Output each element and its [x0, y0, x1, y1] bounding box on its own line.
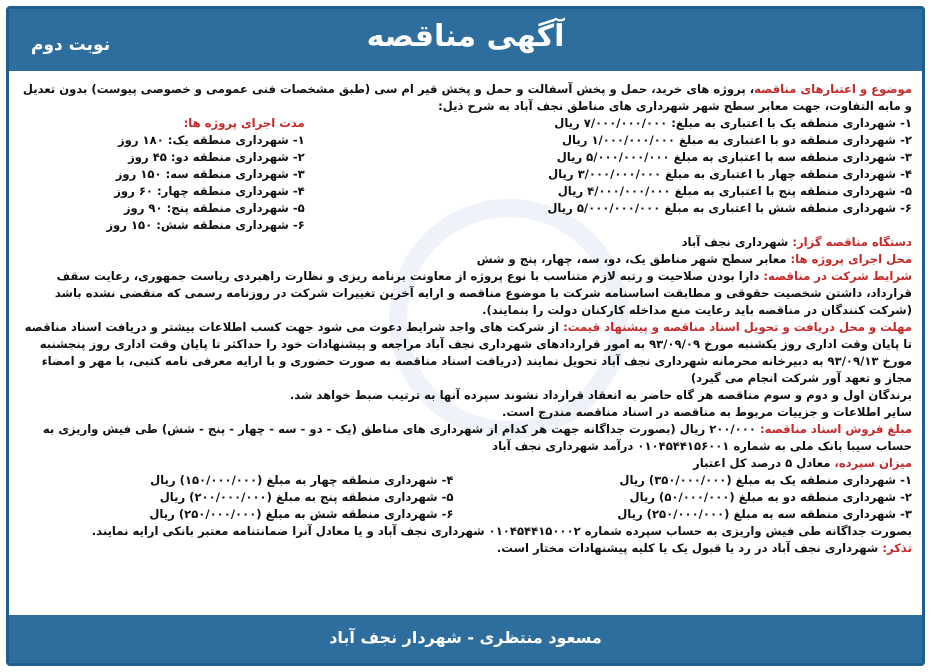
signature: مسعود منتظری - شهردار نجف آباد — [329, 628, 602, 647]
subject-text: ، پروژه های خرید، حمل و پخش آسفالت و حمل و پخش قیر ام سی (طبق مشخصات فنی عمومی و خصوصی پیوست) بدون تعدیل و مابه التفاوت، جهت معابر سطح شهر شهرداری های مناطق نجف آباد به شرح ذیل: — [22, 82, 912, 113]
durations-label: مدت اجرای پروژه ها: — [183, 116, 305, 130]
notice-label: تذکر: — [882, 541, 912, 555]
deadline-note-2: سایر اطلاعات و جزییات مربوط به مناقصه در اسناد مناقصه مندرج است. — [502, 405, 912, 419]
credit-item: ۶- شهرداری منطقه شش با اعتباری به مبلغ ۵/۰۰۰/۰۰۰/۰۰۰ ریال — [547, 201, 912, 215]
fee-text: ۲۰۰/۰۰۰ ریال (بصورت جداگانه جهت هر کدام از شهرداری های مناطق (یک - دو - سه - چهار - پنج - شش) طی فیش واریزی به حساب سیبا بانک ملی به شماره ۰۱۰۴۵۴۴۱۵۶۰۰۱ درآمد شهرداری نجف آباد — [42, 422, 912, 453]
deposit-text: معادل ۵ درصد کل اعتبار — [693, 456, 835, 470]
organizer-line — [19, 234, 912, 251]
deposit-label: میزان سپرده، — [834, 456, 912, 470]
duration-item: ۵- شهرداری منطقه پنج: ۹۰ روز — [123, 201, 305, 215]
credit-item: ۵- شهرداری منطقه پنج با اعتباری به مبلغ ۴/۰۰۰/۰۰۰/۰۰۰ ریال — [557, 184, 912, 198]
deposit-item: ۴- شهرداری منطقه چهار به مبلغ (۱۵۰/۰۰۰/۰۰۰) ریال — [150, 473, 454, 487]
duration-item: ۱- شهرداری منطقه یک: ۱۸۰ روز — [117, 133, 305, 147]
deadline-note-1: برندگان اول و دوم و سوم مناقصه هر گاه حاضر به انعقاد قرارداد نشوند سپرده آنها به ترتیب ضبط خواهد شد. — [289, 388, 912, 402]
deposit-item: ۳- شهرداری منطقه سه به مبلغ (۲۵۰/۰۰۰/۰۰۰) ریال — [617, 507, 912, 521]
duration-item: ۳- شهرداری منطقه سه: ۱۵۰ روز — [115, 167, 305, 181]
round-badge: نوبت دوم — [31, 35, 111, 55]
duration-item: ۴- شهرداری منطقه چهار: ۶۰ روز — [114, 184, 305, 198]
credit-item: ۲- شهرداری منطقه دو با اعتباری به مبلغ ۱/۰۰۰/۰۰۰/۰۰۰ ریال — [561, 133, 912, 147]
fee-paragraph — [19, 421, 912, 455]
organizer-label: دستگاه مناقصه گزار: — [792, 235, 912, 249]
deposit-grid — [19, 472, 912, 523]
ad-frame — [6, 6, 925, 666]
credits-and-durations — [19, 115, 912, 234]
credit-item: ۴- شهرداری منطقه چهار با اعتباری به مبلغ ۳/۰۰۰/۰۰۰/۰۰۰ ریال — [548, 167, 912, 181]
deposit-line — [19, 455, 912, 472]
duration-item: ۲- شهرداری منطقه دو: ۴۵ روز — [128, 150, 305, 164]
location-text: معابر سطح شهر مناطق یک، دو، سه، چهار، پنج و شش — [476, 252, 791, 266]
conditions-label: شرایط شرکت در مناقصه: — [763, 269, 912, 283]
location-label: محل اجرای پروژه ها: — [790, 252, 912, 266]
conditions-text: دارا بودن صلاحیت و رتبه لازم متناسب با نوع پروژه از معاونت برنامه ریزی و نظارت راهبردی ریاست جمهوری، رعایت سقف قرارداد، داشتن شخصیت حقوقی و مطابقت اساسنامه شرکت با موضوع مناقصه و ارایه آخرین تغییرات شرکت در روزنامه رسمی که منقضی نشده باشد (شرکت کنندگان در مناقصه باید رعایت منع مداخله کارکنان دولت را بنمایند). — [54, 269, 912, 317]
subject-label: موضوع و اعتبارهای مناقصه — [754, 82, 912, 96]
deposit-footer: بصورت جداگانه طی فیش واریزی به حساب سپرده شماره ۰۱۰۴۵۴۴۱۵۰۰۰۲ شهرداری نجف آباد و یا معادل آنرا ضمانتنامه معتبر بانکی ارایه نمایند. — [91, 524, 912, 538]
ad-title: آگهی مناقصه — [366, 19, 565, 54]
notice-line — [19, 540, 912, 557]
deposit-item: ۱- شهرداری منطقه یک به مبلغ (۳۵۰/۰۰۰/۰۰۰) ریال — [619, 473, 912, 487]
fee-label: مبلغ فروش اسناد مناقصه: — [759, 422, 912, 436]
location-line — [19, 251, 912, 268]
deposit-item: ۲- شهرداری منطقه دو به مبلغ (۵۰/۰۰۰/۰۰۰) ریال — [629, 490, 912, 504]
deadline-label: مهلت و محل دریافت و تحویل اسناد مناقصه و پیشنهاد قیمت: — [563, 320, 912, 334]
duration-item: ۶- شهرداری منطقه شش: ۱۵۰ روز — [106, 218, 305, 232]
deposit-item: ۶- شهرداری منطقه شش به مبلغ (۲۵۰/۰۰۰/۰۰۰) ریال — [149, 507, 454, 521]
footer-bar — [9, 615, 922, 663]
deadline-text: از شرکت های واجد شرایط دعوت می شود جهت کسب اطلاعات بیشتر و دریافت اسناد مناقصه تا پایان وقت اداری روز یکشنبه مورخ ۹۳/۰۹/۰۹ به امور قراردادهای شهرداری نجف آباد مراجعه و پیشنهادات خود را حداکثر تا پایان وقت اداری روز پنجشنبه مورخ ۹۳/۰۹/۱۳ به دبیرخانه محرمانه شهرداری نجف آباد تحویل نمایند (دریافت اسناد مناقصه به صورت حضوری و با ارایه معرفی نامه کتبی، با مهر و امضاء مجاز و تعهد آور شرکت انجام می گیرد) — [24, 320, 912, 385]
credits-list — [323, 115, 912, 234]
ad-body — [19, 81, 912, 605]
notice-text: شهرداری نجف آباد در رد یا قبول یک یا کلیه پیشنهادات مختار است. — [496, 541, 883, 555]
conditions-paragraph — [19, 268, 912, 319]
header-bar — [9, 9, 922, 71]
durations-list — [19, 115, 305, 234]
deposit-item: ۵- شهرداری منطقه پنج به مبلغ (۲۰۰/۰۰۰/۰۰۰) ریال — [159, 490, 454, 504]
organizer-text: شهرداری نجف آباد — [681, 235, 793, 249]
deadline-paragraph — [19, 319, 912, 387]
credit-item: ۳- شهرداری منطقه سه با اعتباری به مبلغ ۵/۰۰۰/۰۰۰/۰۰۰ ریال — [556, 150, 912, 164]
subject-paragraph — [19, 81, 912, 115]
credit-item: ۱- شهرداری منطقه یک با اعتباری به مبلغ: ۷/۰۰۰/۰۰۰/۰۰۰ ریال — [554, 116, 912, 130]
